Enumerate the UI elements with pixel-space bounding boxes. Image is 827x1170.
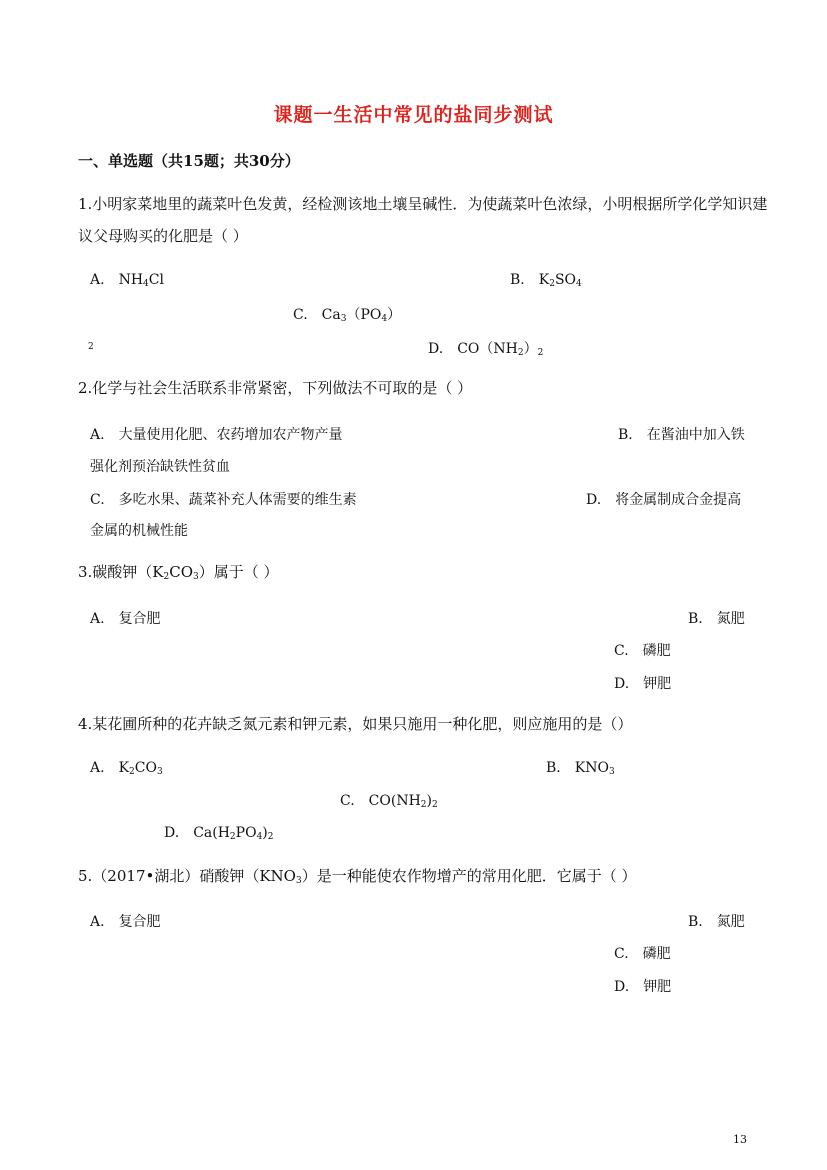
page-number: 13 <box>733 1133 747 1146</box>
page-title: 课题一生活中常见的盐同步测试 <box>273 104 554 126</box>
question-2-option-b[interactable]: B. 在酱油中加入铁 <box>618 427 745 443</box>
question-2-option-d-wrap: 金属的机械性能 <box>90 523 188 539</box>
question-1-option-a[interactable]: A. $NH_4Cl$ <box>90 272 164 289</box>
question-1-option-c[interactable]: C. $Ca_3(PO_4)$ <box>293 307 402 324</box>
question-1-option-d[interactable]: D. $CO(NH_2)_2$ <box>428 341 544 358</box>
question-1-option-b[interactable]: B. $K_2SO_4$ <box>510 272 582 289</box>
question-5-option-d[interactable]: D. 钾肥 <box>614 979 672 995</box>
question-4-option-b[interactable]: B. $KNO_3$ <box>546 760 615 777</box>
question-5-option-a[interactable]: A. 复合肥 <box>90 914 161 930</box>
question-5-stem: 5.（2017•湖北）硝酸钾$(KNO_3)$是一种能使农作物增产的常用化肥．它属于（ ） <box>78 867 637 886</box>
question-3-option-d[interactable]: D. 钾肥 <box>614 676 672 692</box>
question-3-option-c[interactable]: C. 磷肥 <box>614 643 671 659</box>
question-2-option-c[interactable]: C. 多吃水果、蔬菜补充人体需要的维生素 <box>90 492 357 508</box>
question-2-option-a[interactable]: A. 大量使用化肥、农药增加农产物产量 <box>90 427 343 443</box>
question-5-option-c[interactable]: C. 磷肥 <box>614 946 671 962</box>
question-5-option-b[interactable]: B. 氮肥 <box>688 914 745 930</box>
question-4-option-a[interactable]: A. $K_2CO_3$ <box>90 760 163 777</box>
question-3-stem: 3.碳酸钾$(K_2CO_3)$属于（ ） <box>78 563 279 582</box>
question-3-option-b[interactable]: B. 氮肥 <box>688 611 745 627</box>
question-4-option-d[interactable]: D. $Ca(H_2PO_4)_2$ <box>164 825 274 842</box>
question-1-stem-line2: 议父母购买的化肥是（ ） <box>78 227 248 245</box>
question-2-option-b-wrap: 强化剂预治缺铁性贫血 <box>90 459 230 475</box>
question-2-option-d[interactable]: D. 将金属制成合金提高 <box>586 492 742 508</box>
question-1-option-c-wrap: 2 <box>88 342 94 352</box>
question-1-stem-line1: 1.小明家菜地里的蔬菜叶色发黄，经检测该地土壤呈碱性．为使蔬菜叶色浓绿，小明根据所学化学知识建 <box>78 195 768 213</box>
question-2-stem: 2.化学与社会生活联系非常紧密，下列做法不可取的是（ ） <box>78 379 473 397</box>
question-4-stem: 4.某花圃所种的花卉缺乏氮元素和钾元素，如果只施用一种化肥，则应施用的是（） <box>78 715 633 733</box>
question-4-option-c[interactable]: C. $CO(NH_2)_2$ <box>340 793 438 810</box>
question-3-option-a[interactable]: A. 复合肥 <box>90 611 161 627</box>
section-heading: 一、单选题（共15题；共30分） <box>78 152 300 170</box>
